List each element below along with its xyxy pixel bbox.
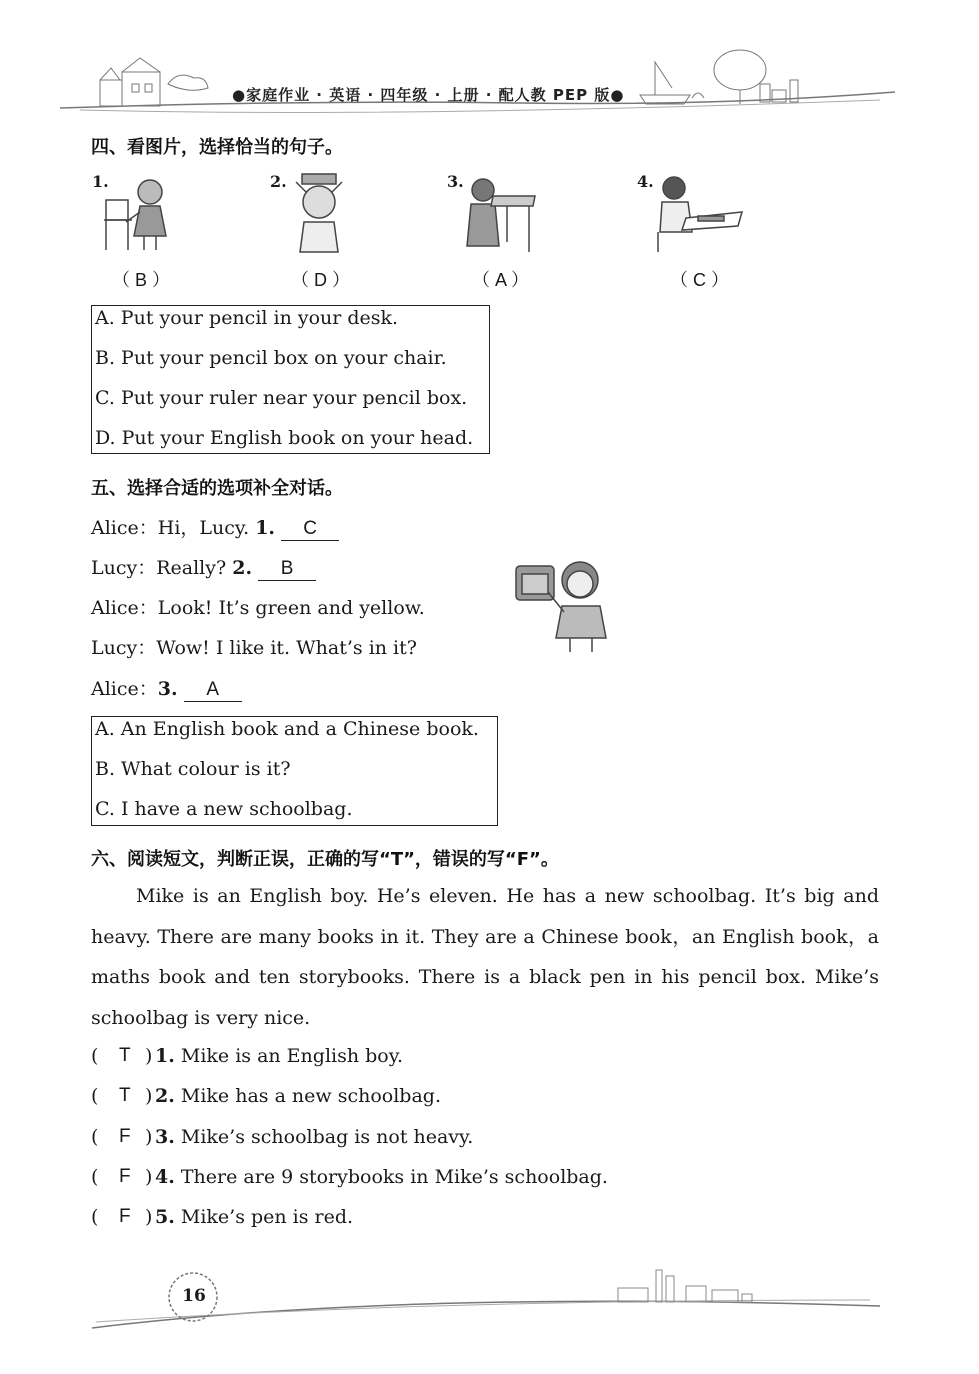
girl-desk-illustration bbox=[455, 176, 540, 256]
section4-item-3-number: 3. bbox=[447, 172, 464, 191]
dialogue-answer-2: B bbox=[258, 558, 316, 581]
dialogue-answer-1: C bbox=[281, 518, 339, 541]
section4-option-c: C. Put your ruler near your pencil box. bbox=[95, 387, 468, 409]
tf-statement-5: Mike’s pen is red. bbox=[174, 1206, 354, 1228]
reading-passage: Mike is an English boy. He’s eleven. He has a new schoolbag. It’s big and heavy. There are many books in it. They are a Chinese book，an English book，a maths book and ten storybooks. There is a black pen in his pencil box. Mike’s schoolbag is very nice. bbox=[91, 885, 879, 1029]
tf-item-5: ( F ) 5. Mike’s pen is red. bbox=[91, 1206, 354, 1228]
tf-item-3: ( F ) 3. Mike’s schoolbag is not heavy. bbox=[91, 1126, 474, 1148]
tf-item-4: ( F ) 4. There are 9 storybooks in Mike’s schoolbag. bbox=[91, 1166, 608, 1188]
dialogue-line-2-number: 2. bbox=[232, 557, 253, 579]
dialogue-line-4: Lucy：Wow! I like it. What’s in it? bbox=[91, 637, 417, 659]
section4-item-2-answer: （ D ） bbox=[291, 270, 351, 290]
section6-title: 六、阅读短文，判断正误，正确的写“T”，错误的写“F”。 bbox=[91, 849, 559, 870]
section4-item-4-number: 4. bbox=[637, 172, 654, 191]
tf-statement-4: There are 9 storybooks in Mike’s schoolbag. bbox=[174, 1166, 608, 1188]
girl-schoolbag-illustration bbox=[512, 556, 624, 654]
dialogue-line-5-text: Alice： bbox=[91, 678, 158, 700]
dialogue-line-1-number: 1. bbox=[255, 517, 276, 539]
footer-decoration bbox=[0, 1260, 979, 1340]
section4-options-box bbox=[91, 305, 490, 454]
section4-item-2-number: 2. bbox=[270, 172, 287, 191]
dialogue-line-2-text: Lucy：Really? bbox=[91, 557, 233, 579]
tf-answer-1: T bbox=[119, 1045, 131, 1066]
section4-item-1-number: 1. bbox=[92, 172, 109, 191]
tf-statement-2: Mike has a new schoolbag. bbox=[174, 1085, 441, 1107]
tf-answer-4: F bbox=[119, 1166, 131, 1187]
tf-number-5: 5. bbox=[155, 1206, 175, 1228]
dialogue-line-3: Alice：Look! It’s green and yellow. bbox=[91, 597, 425, 619]
section4-option-b: B. Put your pencil box on your chair. bbox=[95, 347, 447, 369]
page-number: 16 bbox=[182, 1286, 206, 1306]
section4-title: 四、看图片，选择恰当的句子。 bbox=[91, 137, 343, 158]
section5-option-c: C. I have a new schoolbag. bbox=[95, 798, 353, 820]
tf-answer-5: F bbox=[119, 1206, 131, 1227]
tf-number-3: 3. bbox=[155, 1126, 175, 1148]
tf-answer-3: F bbox=[119, 1126, 131, 1147]
section4-option-a: A. Put your pencil in your desk. bbox=[95, 307, 399, 329]
tf-item-2: ( T ) 2. Mike has a new schoolbag. bbox=[91, 1085, 441, 1107]
dialogue-answer-3: A bbox=[184, 679, 242, 702]
girl-chair-illustration bbox=[100, 172, 180, 254]
header-decoration bbox=[0, 0, 979, 130]
tf-item-1: ( T ) 1. Mike is an English boy. bbox=[91, 1045, 403, 1067]
section4-item-4-answer: （ C ） bbox=[670, 270, 730, 290]
tf-answer-2: T bbox=[119, 1085, 131, 1106]
section4-option-d: D. Put your English book on your head. bbox=[95, 427, 474, 449]
tf-statement-1: Mike is an English boy. bbox=[174, 1045, 403, 1067]
dialogue-line-2 bbox=[91, 553, 316, 581]
tf-number-1: 1. bbox=[155, 1045, 175, 1067]
tf-number-2: 2. bbox=[155, 1085, 175, 1107]
girl-ruler-illustration bbox=[652, 172, 744, 254]
header-title: ●家庭作业 · 英语 · 四年级 · 上册 · 配人教 PEP 版● bbox=[232, 86, 625, 104]
dialogue-line-1 bbox=[91, 513, 339, 541]
dialogue-line-5 bbox=[91, 674, 242, 702]
section5-options-box bbox=[91, 716, 498, 826]
tf-statement-3: Mike’s schoolbag is not heavy. bbox=[174, 1126, 474, 1148]
section4-item-3-answer: （ A ） bbox=[472, 270, 530, 290]
section4-item-1-answer: （ B ） bbox=[112, 270, 171, 290]
boy-book-on-head-illustration bbox=[284, 170, 364, 254]
section5-option-a: A. An English book and a Chinese book. bbox=[95, 718, 479, 740]
section5-title: 五、选择合适的选项补全对话。 bbox=[91, 478, 343, 499]
dialogue-line-5-number: 3. bbox=[157, 678, 178, 700]
dialogue-line-1-text: Alice：Hi，Lucy. bbox=[91, 517, 256, 539]
section5-option-b: B. What colour is it? bbox=[95, 758, 291, 780]
tf-number-4: 4. bbox=[155, 1166, 175, 1188]
